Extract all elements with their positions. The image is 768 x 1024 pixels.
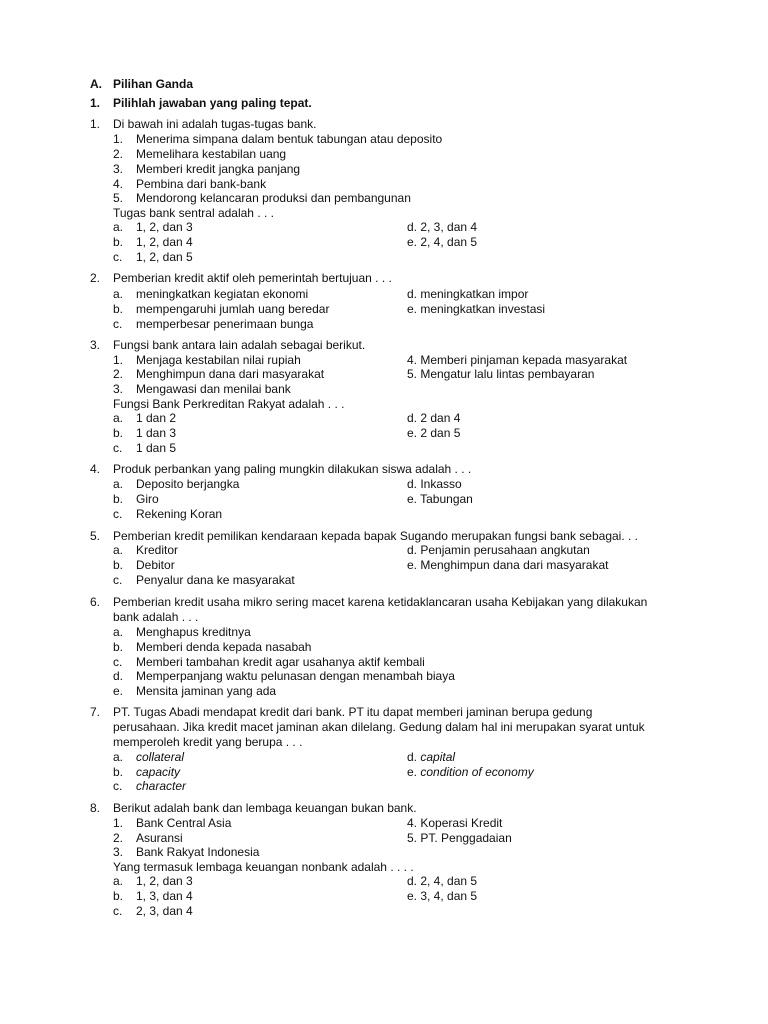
question-stem: Tugas bank sentral adalah . . . <box>113 206 274 220</box>
question-text: Pemberian kredit pemilikan kendaraan kepada bapak Sugando merupakan fungsi bank sebagai. . . <box>113 529 639 543</box>
section-title: Pilihan Ganda <box>113 77 194 91</box>
question-stem: Yang termasuk lembaga keuangan nonbank adalah . . . . <box>113 860 414 874</box>
question-text: perusahaan. Jika kredit macet jaminan akan dilelang. Gedung dalam hal ini merupakan syarat untuk <box>113 720 645 734</box>
section-label: A. <box>90 77 102 91</box>
question-text: Berikut adalah bank dan lembaga keuangan bukan bank. <box>113 801 417 815</box>
question-number: 3. <box>90 338 101 352</box>
question-text: memperoleh kredit yang berupa . . . <box>113 735 303 749</box>
question-stem: Fungsi Bank Perkreditan Rakyat adalah . . . <box>113 397 345 411</box>
question-number: 6. <box>90 595 101 609</box>
question-text: Pemberian kredit usaha mikro sering macet karena ketidaklancaran usaha Kebijakan yang dilakukan <box>113 595 648 609</box>
question-number: 8. <box>90 801 101 815</box>
question-number: 1. <box>90 117 101 131</box>
question-text: Di bawah ini adalah tugas-tugas bank. <box>113 117 317 131</box>
instruction-number: 1. <box>90 96 101 110</box>
question-number: 7. <box>90 705 101 719</box>
instruction-text: Pilihlah jawaban yang paling tepat. <box>113 96 312 110</box>
question-text: PT. Tugas Abadi mendapat kredit dari bank. PT itu dapat memberi jaminan berupa gedung <box>113 705 593 719</box>
question-number: 2. <box>90 271 101 285</box>
question-text: Pemberian kredit aktif oleh pemerintah bertujuan . . . <box>113 271 392 285</box>
question-number: 5. <box>90 529 101 543</box>
exam-page: A. Pilihan Ganda 1. Pilihlah jawaban yang paling tepat. 1. Di bawah ini adalah tugas-tugas bank. 1. Menerima simpana dalam bentuk tabungan atau deposito 2. Memelihara kestabilan uang 3. Memberi kredit jangka panjang 4. Pembina dari bank-bank 5. Mendorong kelancaran produksi dan pembangunan Tugas bank sentral adalah . . . a. 1, 2, dan 3 b. 1, 2, dan 4 c. 1, 2, dan 5 d. 2, 3, dan 4 e. 2, 4, dan 5 2. Pemberian kredit aktif oleh pemerintah bertujuan . . . a. meningkatkan kegiatan ekonomi b. mempengaruhi jumlah uang beredar c. memperbesar penerimaan bunga d. meningkatkan impor e. meningkatkan investasi 3. Fungsi bank antara lain adalah sebagai berikut. 1. Menjaga kestabilan nilai rupiah 2. Menghimpun dana dari masyarakat 3. Mengawasi dan menilai bank 4. Memberi pinjaman kepada masyarakat 5. Mengatur lalu lintas pembayaran Fungsi Bank Perkreditan Rakyat adalah . . . a. 1 dan 2 b. 1 dan 3 c. 1 dan 5 d. 2 dan 4 e. 2 dan 5 4. Produk perbankan yang paling mungkin dilakukan siswa adalah . . . a. Deposito berjangka b. Giro c. Rekening Koran d. Inkasso e. Tabungan 5. Pemberian kredit pemilikan kendaraan kepada bapak Sugando merupakan fungsi bank sebagai. . . a. Kreditor b. Debitor c. Penyalur dana ke masyarakat d. Penjamin perusahaan angkutan e. Menghimpun dana dari masyarakat 6. Pemberian kredit usaha mikro sering macet karena ketidaklancaran usaha Kebijakan yang dilakukan bank adalah . . . a. Menghapus kreditnya b. Memberi denda kepada nasabah c. Memberi tambahan kredit agar usahanya aktif kembali d. Memperpanjang waktu pelunasan dengan menambah biaya e. Mensita jaminan yang ada 7. PT. Tugas Abadi mendapat kredit dari bank. PT itu dapat memberi jaminan berupa gedung perusahaan. Jika kredit macet jaminan akan dilelang. Gedung dalam hal ini merupakan syarat untuk memperoleh kredit yang berupa . . . a. collateral b. capacity c. character d. capital e. condition of economy 8. Berikut adalah bank dan lembaga keuangan bukan bank. 1. Bank Central Asia 2. Asuransi 3. Bank Rakyat Indonesia 4. Koperasi Kredit 5. PT. Penggadaian Yang termasuk lembaga keuangan nonbank adalah . . . . a. 1, 2, dan 3 b. 1, 3, dan 4 c. 2, 3, dan 4 d. 2, 4, dan 5 e. 3, 4, dan 5 <box>90 77 648 918</box>
question-number: 4. <box>90 462 101 476</box>
question-text: Fungsi bank antara lain adalah sebagai berikut. <box>113 338 366 352</box>
question-text: bank adalah . . . <box>113 610 199 624</box>
question-text: Produk perbankan yang paling mungkin dilakukan siswa adalah . . . <box>113 462 472 476</box>
